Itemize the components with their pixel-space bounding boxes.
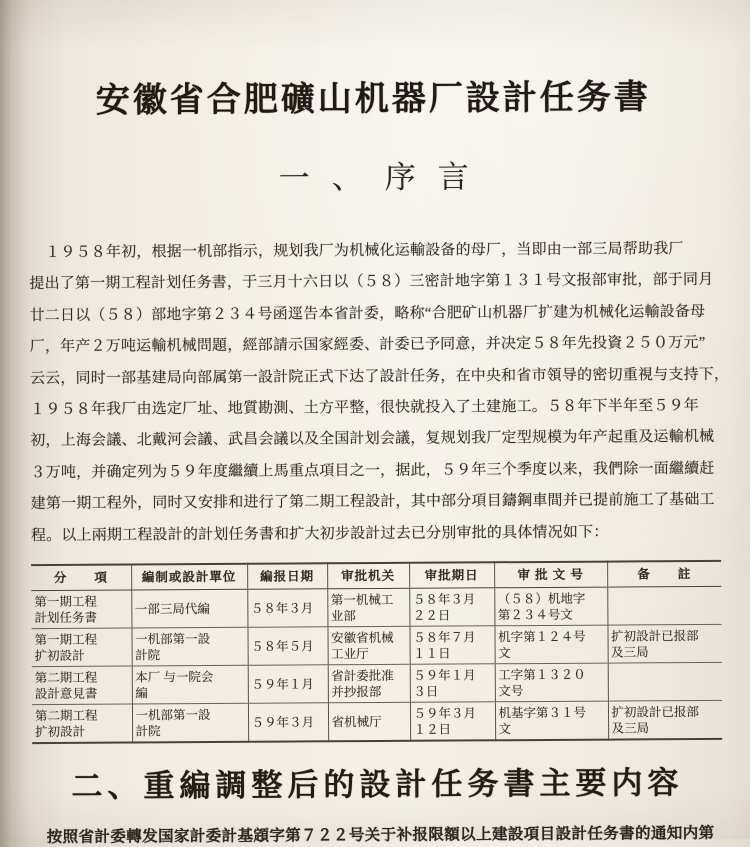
approval-status-table [31, 560, 722, 744]
section-2-opening-line: 按照省計委轉发国家計委計基顁字第７２２号关于补报限額以上建設項目設計任务書的通知内第 [46, 825, 715, 847]
table-cell: ５８年５月 [247, 627, 327, 665]
table-cell: 本厂 与一院会 編 [132, 666, 248, 705]
preface-line: ３万吨，并确定列为５９年度繼續上馬重点項目之一，据此，５９年三个季度以来，我們除一面繼續赶 [30, 460, 715, 481]
table-cell: ５９年３月 １２日 [410, 702, 495, 741]
preface-line: １９５８年初，根据一机部指示，规划我厂为机械化运輸設备的母厂，当即由一部三局帮助我厂 [45, 241, 684, 262]
table-cell: ５９年１月 [248, 665, 328, 703]
preface-paragraph [29, 234, 730, 552]
preface-line: 程。以上兩期工程設計的計划任务書和扩大初步設計过去已分別审批的具体情况如下： [30, 524, 609, 544]
table-cell: 第二期工程 設計意見書 [32, 666, 132, 705]
table-row [31, 625, 721, 667]
preface-line: 建第一期工程外，同时又安排和进行了第二期工程設計，其中部分項目鑄鋼車間并已提前施工了基础工 [30, 492, 715, 513]
table-cell: 一部三局代編 [131, 590, 247, 629]
table-cell: ５９年１月 ３日 [410, 664, 495, 703]
table-header-cell: 审 批 文 号 [494, 562, 607, 588]
table-header-cell: 編报日期 [247, 563, 327, 589]
scanned-sheet [28, 76, 730, 847]
preface-line: 初，上海会議、北戴河会議、武昌会議以及全国計划会議，复规划我厂定型规模为年产起重及运輸机械 [30, 429, 715, 450]
table-cell: 扩初設計已报部 及三局 [607, 625, 721, 664]
table-cell: 第一期工程 扩初設計 [31, 628, 131, 667]
table-header-cell: 审批期日 [409, 562, 494, 588]
document-title: 安徽省合肥礦山机器厂設計任务書 [95, 79, 651, 120]
preface-line: 提出了第一期工程計划任务書，于三月十六日以（５８）三密計地字第１３１号文报部审批，部于同月 [29, 272, 714, 293]
table-cell: 工字第１３２０ 文号 [495, 663, 608, 702]
table-cell: 第一期工程 計划任务書 [31, 590, 131, 629]
table-row [31, 587, 721, 629]
table-cell [607, 587, 721, 626]
table-cell: 省机械厅 [328, 703, 410, 742]
table-header-cell: 分 項 [31, 565, 131, 591]
table-cell: ５８年７月 １１日 [409, 626, 494, 665]
table-cell: ５８年３月 ２２日 [409, 588, 494, 627]
table-cell [608, 663, 722, 702]
table-header-cell: 备 註 [607, 561, 721, 587]
table-cell: 一机部第一設 計院 [131, 628, 247, 667]
preface-line: １９５８年我厂由选定厂址、地質勘測、土方平整，很快就投入了土建施工。５８年下半年至５９年 [30, 398, 699, 419]
table-cell: 第一机械工 业部 [327, 589, 409, 628]
table-cell: 机字第１２４号 文 [494, 625, 607, 664]
preface-line: 厂，年产２万吨运輸机械問題，經部請示国家經委、計委已予同意，并决定５８年先投資２５０万元” [29, 335, 706, 356]
section-1-heading: 一、序言 [278, 159, 491, 196]
table-cell: 机基字第３１号 文 [495, 701, 608, 740]
table-row [32, 663, 722, 705]
table-cell: 一机部第一設 計院 [132, 704, 248, 743]
table-cell: 安徽省机械 工业厅 [327, 627, 409, 666]
preface-line: 云云，同时一部基建局向部属第一設計院正式下达了設計任务，在中央和省市領导的密切重視与支持下， [29, 366, 730, 387]
table-row [32, 701, 722, 744]
section-2-heading: 二、重編調整后的設計任务書主要内容 [71, 765, 684, 805]
table-cell: 扩初設計已报部 及三局 [608, 701, 722, 740]
table-header-cell: 审批机关 [327, 563, 409, 589]
preface-line: 廿二日以（５８）部地字第２３４号函逕告本省計委，略称“合肥矿山机器厂扩建为机械化运輸設备母 [29, 303, 706, 324]
table-cell: （５８）机地字 第２３４号文 [494, 587, 607, 626]
table-header-cell: 編制或設計單位 [131, 564, 247, 590]
table-cell: ５９年３月 [248, 703, 328, 742]
table-cell: ５８年３月 [247, 589, 327, 627]
table-cell: 省計委批准 并抄报部 [328, 665, 410, 704]
table-cell: 第二期工程 扩初設計 [32, 704, 132, 743]
